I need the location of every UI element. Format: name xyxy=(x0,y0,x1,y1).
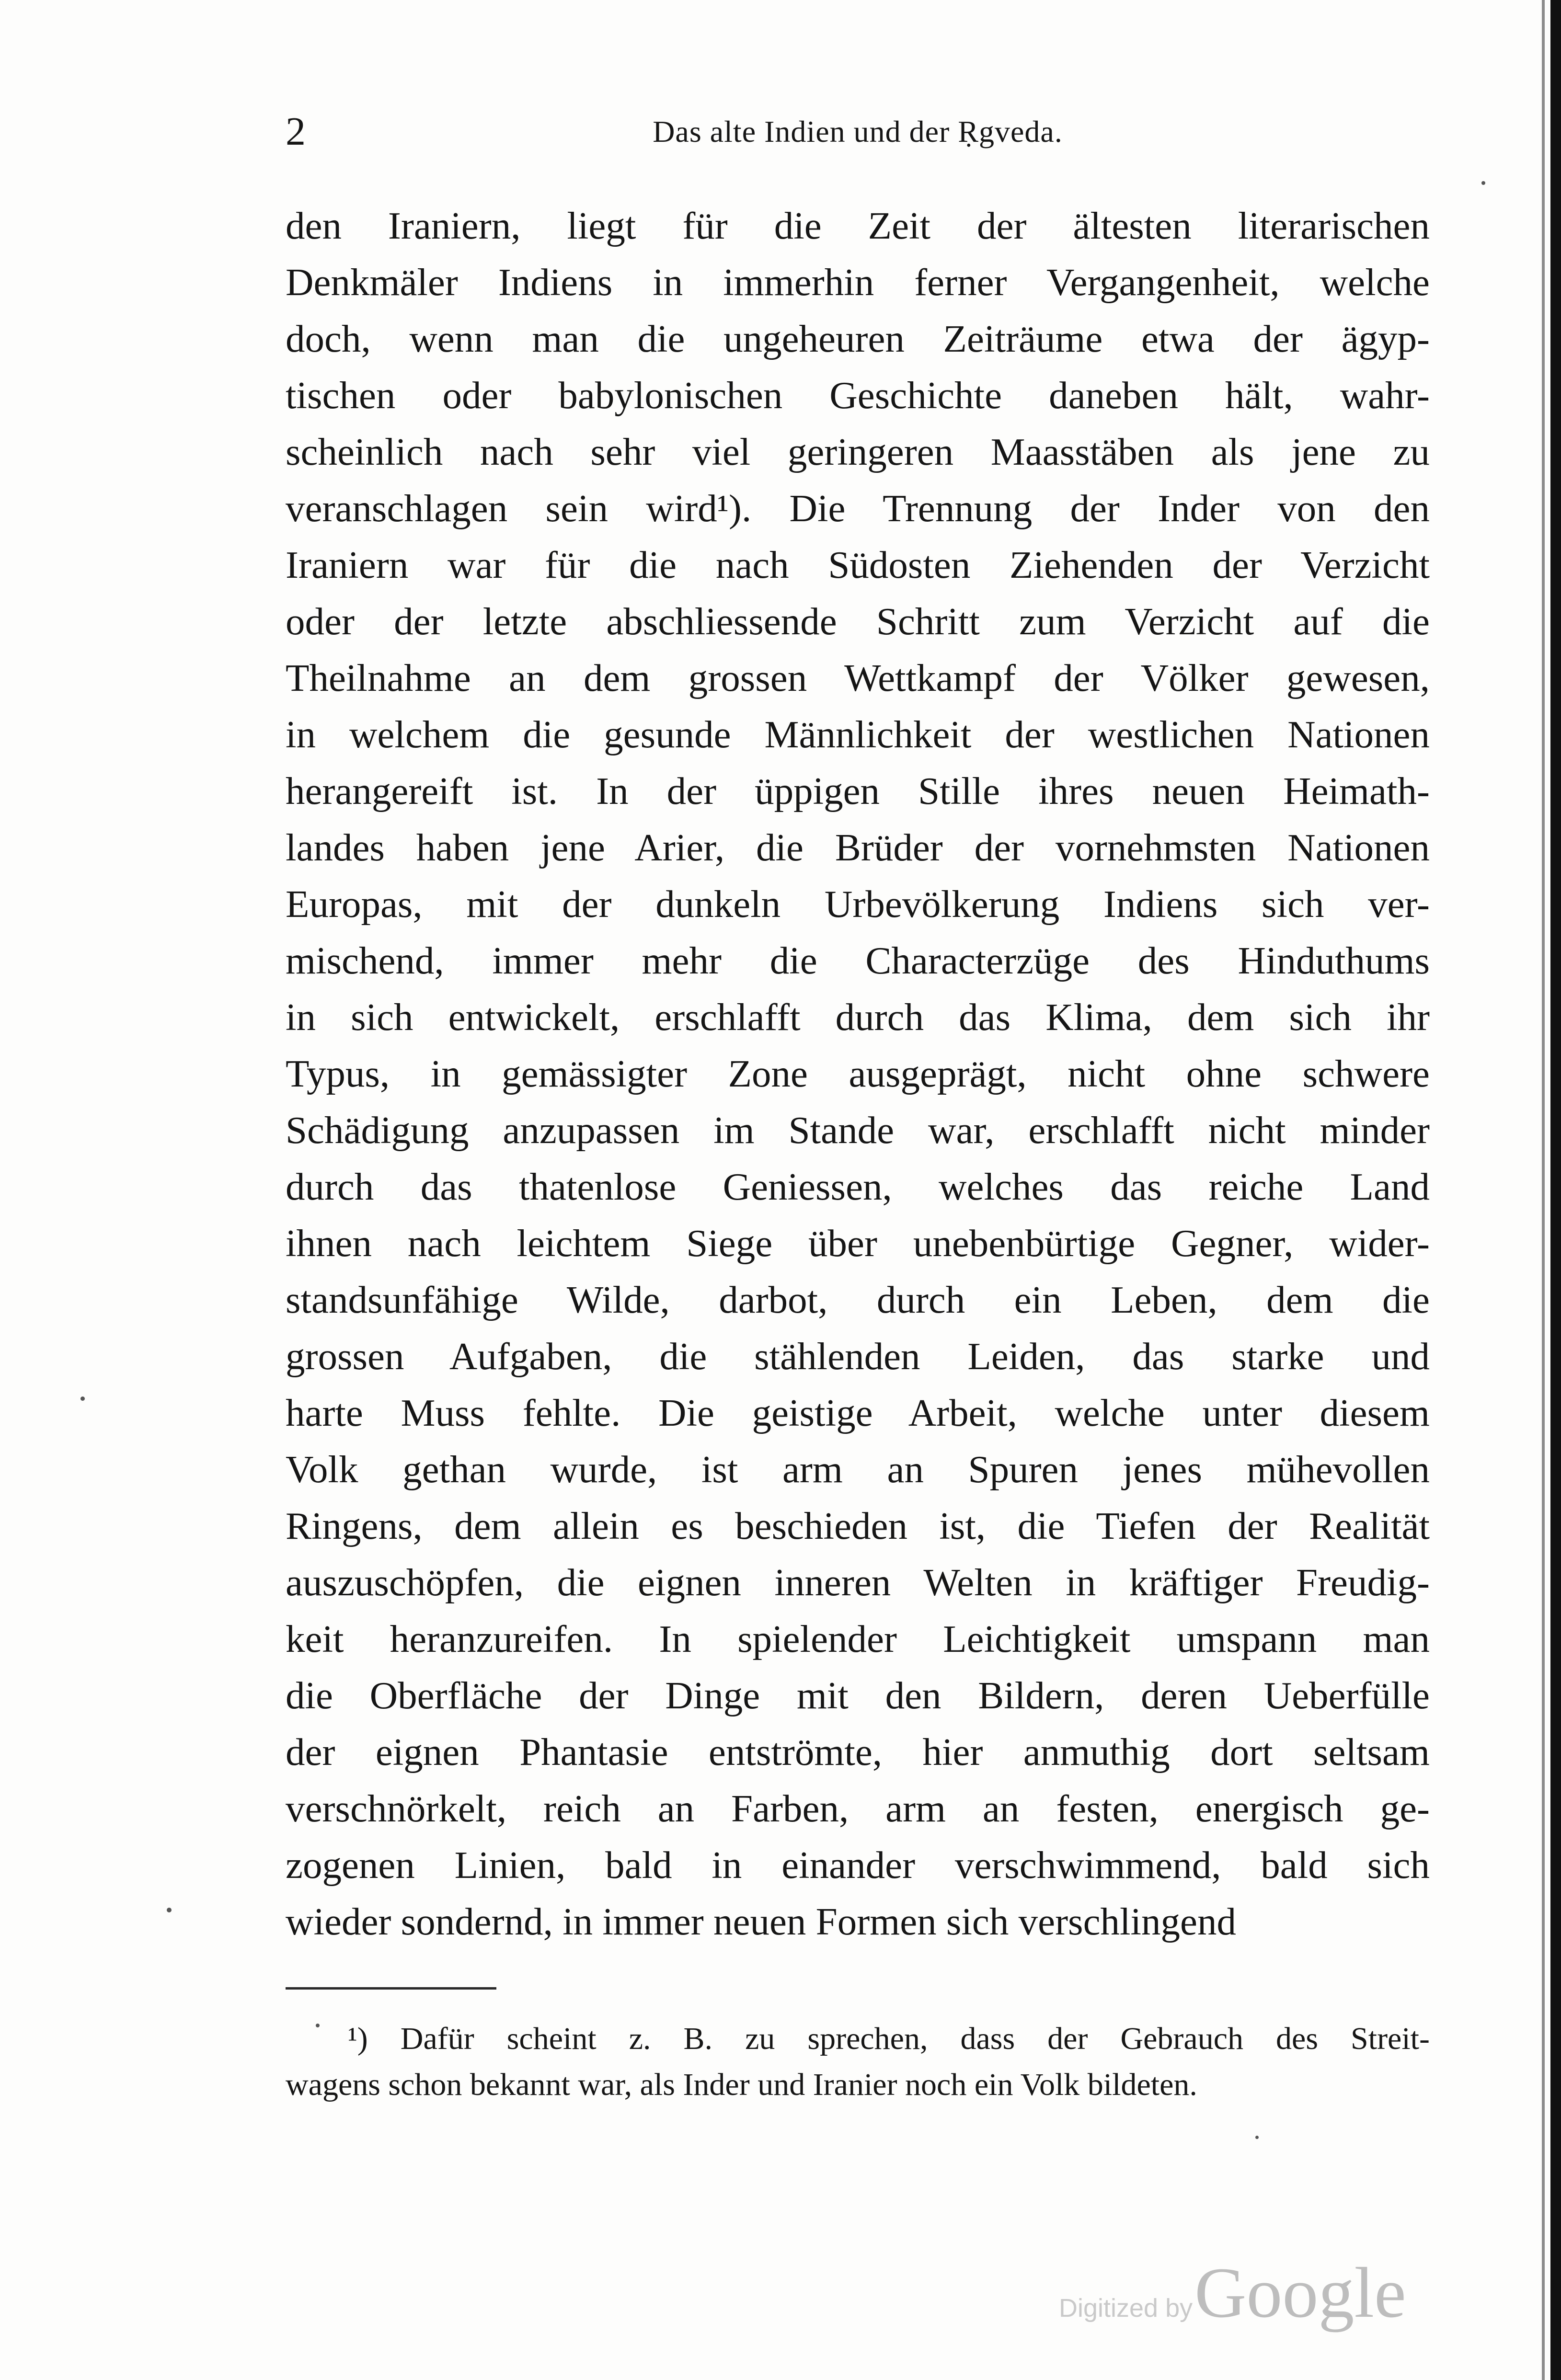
scan-speck xyxy=(167,1908,172,1912)
text-line: wieder sondernd, in immer neuen Formen sich verschlingend xyxy=(286,1900,1236,1943)
text-line: grossen Aufgaben, die stählenden Leiden, das starke und xyxy=(286,1335,1430,1378)
text-line: keit heranzureifen. In spielender Leichtigkeit umspann man xyxy=(286,1617,1430,1660)
text-line: Denkmäler Indiens in immerhin ferner Vergangenheit, welche xyxy=(286,261,1430,304)
text-line: ihnen nach leichtem Siege über unebenbürtige Gegner, wider- xyxy=(286,1222,1430,1265)
text-line: veranschlagen sein wird¹). Die Trennung der Inder von den xyxy=(286,487,1430,530)
text-line: auszuschöpfen, die eignen inneren Welten in kräftiger Freudig- xyxy=(286,1561,1430,1604)
page-number: 2 xyxy=(286,109,306,154)
scan-speck xyxy=(1255,2136,1259,2139)
scan-speck xyxy=(316,2024,320,2027)
text-line: verschnörkelt, reich an Farben, arm an festen, energisch ge- xyxy=(286,1787,1430,1830)
text-line: Volk gethan wurde, ist arm an Spuren jenes mühevollen xyxy=(286,1448,1430,1491)
text-line: Europas, mit der dunkeln Urbevölkerung Indiens sich ver- xyxy=(286,882,1430,926)
page-edge-shadow xyxy=(1542,0,1545,2380)
text-line: doch, wenn man die ungeheuren Zeiträume etwa der ägyp- xyxy=(286,317,1430,360)
text-line: Iraniern war für die nach Südosten Ziehenden der Verzicht xyxy=(286,543,1430,586)
text-line: scheinlich nach sehr viel geringeren Maasstäben als jene zu xyxy=(286,430,1430,473)
text-line: Theilnahme an dem grossen Wettkampf der Völker gewesen, xyxy=(286,656,1430,699)
text-line: mischend, immer mehr die Characterzüge des Hinduthums xyxy=(286,939,1430,982)
text-line: harte Muss fehlte. Die geistige Arbeit, welche unter diesem xyxy=(286,1391,1430,1434)
main-text xyxy=(286,197,1430,1950)
text-line: durch das thatenlose Geniessen, welches das reiche Land xyxy=(286,1165,1430,1208)
text-line: standsunfähige Wilde, darbot, durch ein Leben, dem die xyxy=(286,1278,1430,1321)
footnote-separator xyxy=(286,1987,496,1990)
text-line: Schädigung anzupassen im Stande war, erschlafft nicht minder xyxy=(286,1109,1430,1152)
text-line: zogenen Linien, bald in einander verschwimmend, bald sich xyxy=(286,1843,1430,1887)
page-header xyxy=(286,105,1430,158)
text-line: der eignen Phantasie entströmte, hier anmuthig dort seltsam xyxy=(286,1730,1430,1774)
footnote-line: wagens schon bekannt war, als Inder und Iranier noch ein Volk bildeten. xyxy=(286,2067,1197,2102)
text-line: Typus, in gemässigter Zone ausgeprägt, nicht ohne schwere xyxy=(286,1052,1430,1095)
watermark-prefix: Digitized by xyxy=(1059,2294,1193,2323)
text-line: den Iraniern, liegt für die Zeit der ältesten literarischen xyxy=(286,204,1430,247)
text-line: in sich entwickelt, erschlafft durch das Klima, dem sich ihr xyxy=(286,995,1430,1039)
google-logo: Google xyxy=(1194,2253,1406,2333)
text-line: in welchem die gesunde Männlichkeit der westlichen Nationen xyxy=(286,713,1430,756)
text-line: landes haben jene Arier, die Brüder der vornehmsten Nationen xyxy=(286,826,1430,869)
text-line: die Oberfläche der Dinge mit den Bildern, deren Ueberfülle xyxy=(286,1674,1430,1717)
digitized-watermark xyxy=(1059,2252,1442,2333)
footnote-line: ¹) Dafür scheint z. B. zu sprechen, dass der Gebrauch des Streit- xyxy=(348,2021,1430,2056)
text-line: tischen oder babylonischen Geschichte daneben hält, wahr- xyxy=(286,374,1430,417)
text-line: oder der letzte abschliessende Schritt zum Verzicht auf die xyxy=(286,600,1430,643)
scan-speck xyxy=(80,1396,85,1401)
page-edge-border xyxy=(1550,0,1561,2380)
footnotes xyxy=(286,2016,1430,2108)
text-line: herangereift ist. In der üppigen Stille ihres neuen Heimath- xyxy=(286,769,1430,812)
running-title: Das alte Indien und der Ṛgveda. xyxy=(653,114,1063,149)
scan-speck xyxy=(1481,181,1485,185)
text-line: Ringens, dem allein es beschieden ist, die Tiefen der Realität xyxy=(286,1504,1430,1547)
